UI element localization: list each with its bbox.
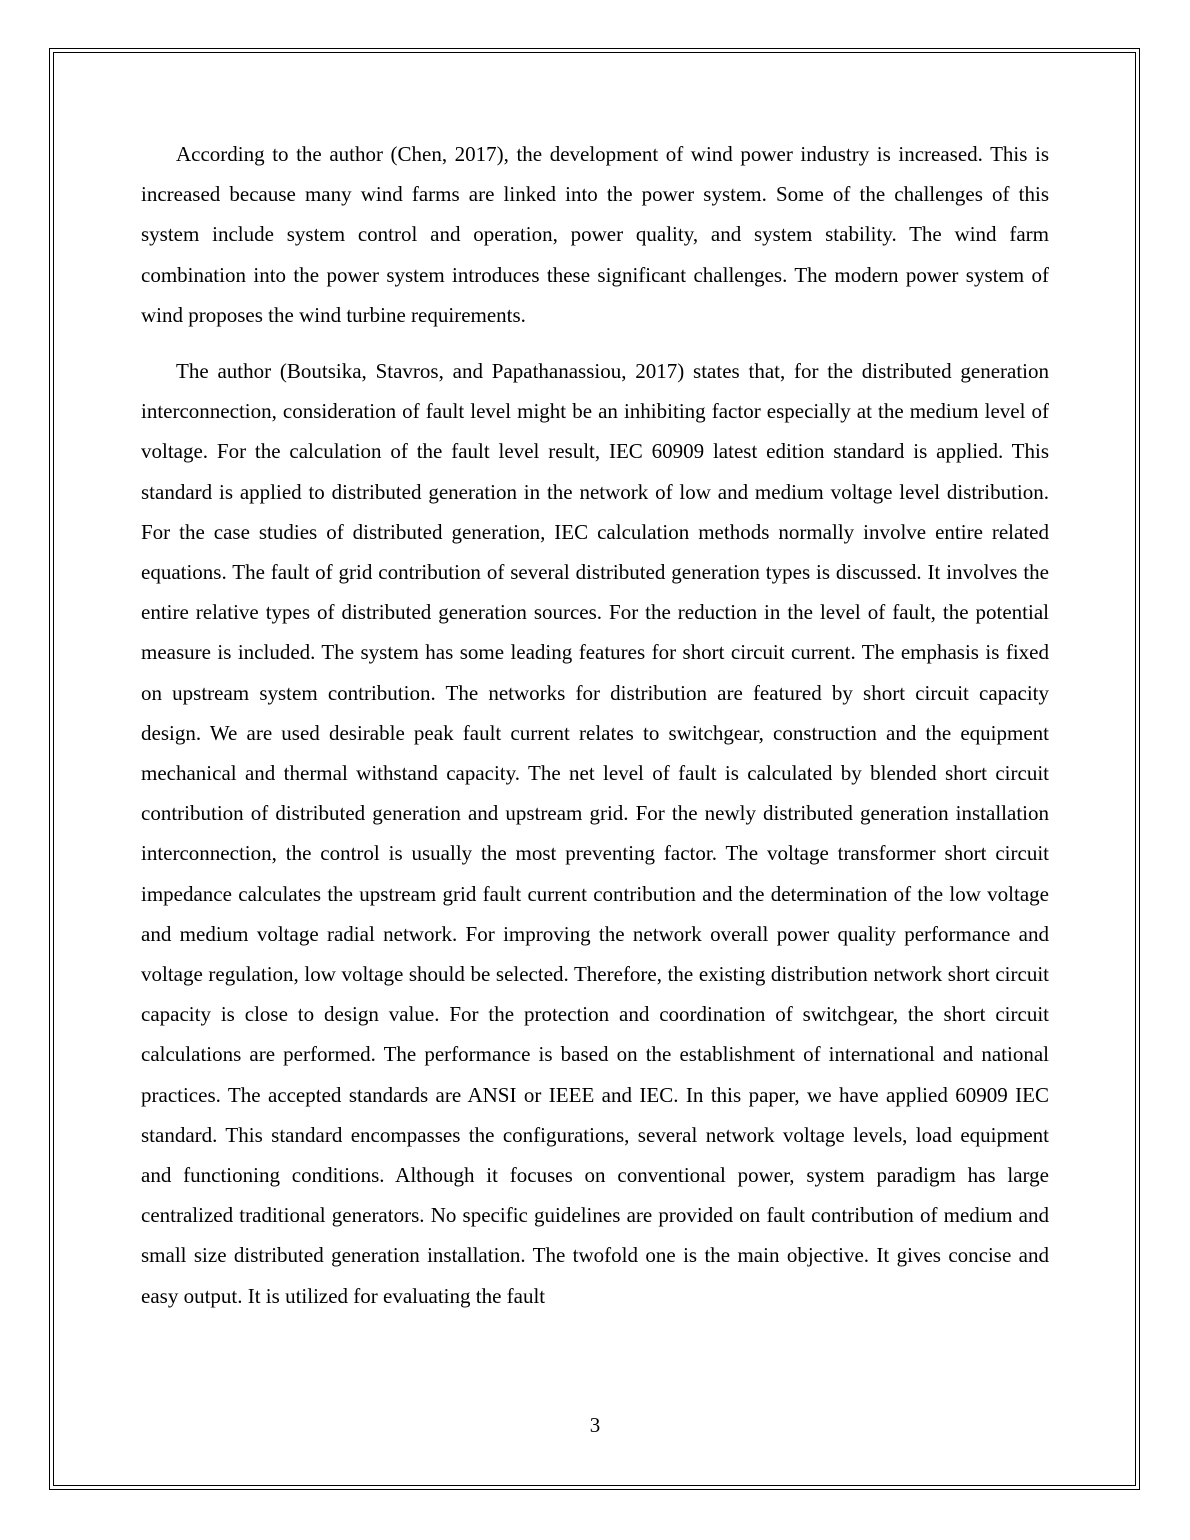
paragraph-chen-2017: According to the author (Chen, 2017), the development of wind power industry is increased. This is increased because many wind farms are linked into the power system. Some of the challenges of this system include system control and operation, power quality, and system stability. The wind farm combination into the power system introduces these significant challenges. The modern power system of wind proposes the wind turbine requirements. [141, 142, 1049, 327]
paragraph-boutsika-2017: The author (Boutsika, Stavros, and Papathanassiou, 2017) states that, for the distributed generation interconnection, consideration of fault level might be an inhibiting factor especially at the medium level of voltage. For the calculation of the fault level result, IEC 60909 latest edition standard is applied. This standard is applied to distributed generation in the network of low and medium voltage level distribution. For the case studies of distributed generation, IEC calculation methods normally involve entire related equations. The fault of grid contribution of several distributed generation types is discussed. It involves the entire relative types of distributed generation sources. For the reduction in the level of fault, the potential measure is included. The system has some leading features for short circuit current. The emphasis is fixed on upstream system contribution. The networks for distribution are featured by short circuit capacity design. We are used desirable peak fault current relates to switchgear, construction and the equipment mechanical and thermal withstand capacity. The net level of fault is calculated by blended short circuit contribution of distributed generation and upstream grid. For the newly distributed generation installation interconnection, the control is usually the most preventing factor. The voltage transformer short circuit impedance calculates the upstream grid fault current contribution and the determination of the low voltage and medium voltage radial network. For improving the network overall power quality performance and voltage regulation, low voltage should be selected. Therefore, the existing distribution network short circuit capacity is close to design value. For the protection and coordination of switchgear, the short circuit calculations are performed. The performance is based on the establishment of international and national practices. The accepted standards are ANSI or IEEE and IEC. In this paper, we have applied 60909 IEC standard. This standard encompasses the configurations, several network voltage levels, load equipment and functioning conditions. Although it focuses on conventional power, system paradigm has large centralized traditional generators. No specific guidelines are provided on fault contribution of medium and small size distributed generation installation. The twofold one is the main objective. It gives concise and easy output. It is utilized for evaluating the fault [141, 359, 1049, 1308]
document-body [141, 134, 1049, 1316]
page-number: 3 [589, 1413, 601, 1437]
